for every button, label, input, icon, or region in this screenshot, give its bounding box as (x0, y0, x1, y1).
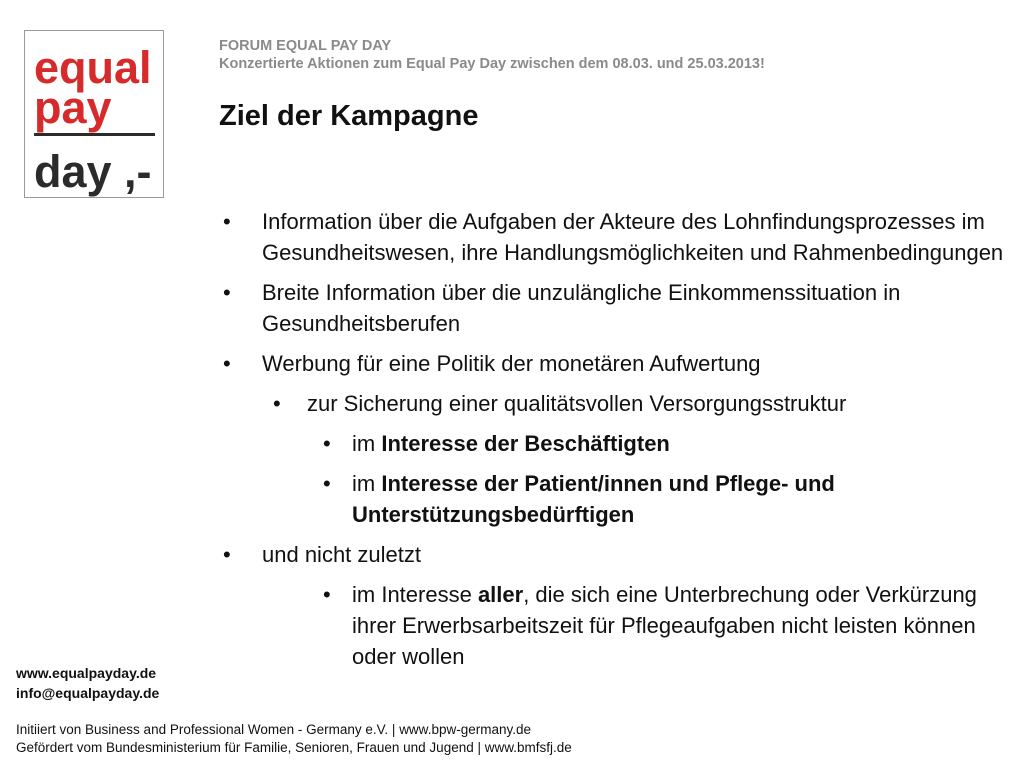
text-bold: aller (477, 582, 524, 607)
bullet-symbol: • (223, 280, 231, 305)
list-item-text (352, 579, 1009, 672)
text-bold: Interesse der Beschäftigten (381, 431, 670, 456)
text-bold: Interesse der Patient/innen und Pflege- und Unterstützungsbedürftigen (352, 471, 835, 527)
bullet-symbol: • (273, 391, 281, 416)
logo-word-day: day ,- (34, 146, 152, 197)
bullet-symbol: • (323, 431, 331, 456)
bullet-symbol: • (223, 209, 231, 234)
list-item-text: und nicht zuletzt (262, 542, 421, 567)
bullet-symbol: • (323, 471, 331, 496)
list-item (219, 428, 1009, 459)
text-regular: im Interesse (352, 582, 478, 607)
text-regular: im (352, 431, 382, 456)
website-link[interactable]: www.equalpayday.de (16, 665, 157, 681)
header (219, 37, 765, 73)
text-regular: , die sich eine Unterbrechung oder Verkürzung ihrer Erwerbsarbeitszeit für Pflegeaufgaben nicht leisten können oder wollen (352, 582, 977, 669)
bullet-symbol: • (223, 542, 231, 567)
contact-block (16, 663, 159, 703)
bullet-symbol: • (323, 582, 331, 607)
list-item-text: zur Sicherung einer qualitätsvollen Versorgungsstruktur (307, 391, 847, 416)
list-item-text (352, 468, 1009, 530)
list-item-text: Breite Information über die unzulängliche Einkommenssituation in Gesundheitsberufen (262, 280, 901, 336)
logo-word-pay: pay (34, 82, 112, 133)
header-subtitle: Konzertierte Aktionen zum Equal Pay Day zwischen dem 08.03. und 25.03.2013! (219, 56, 765, 72)
email-link[interactable]: info@equalpayday.de (16, 685, 160, 701)
list-item (219, 348, 1009, 379)
page-title: Ziel der Kampagne (219, 100, 479, 132)
header-org: FORUM EQUAL PAY DAY (219, 38, 392, 54)
bullet-symbol: • (223, 351, 231, 376)
list-item-text: Information über die Aufgaben der Akteure des Lohnfindungsprozesses im Gesundheitswesen, ihre Handlungsmöglichkeiten und Rahmenbedingungen (262, 209, 1004, 265)
footer-line-initiated: Initiiert von Business and Professional Women - Germany e.V. | www.bpw-germany.de (16, 722, 531, 737)
logo-graphic (25, 31, 163, 197)
logo-divider (34, 133, 155, 136)
list-item (219, 206, 1009, 268)
list-item (219, 468, 1009, 530)
bullet-list (219, 206, 1009, 681)
list-item (219, 539, 1009, 570)
list-item-text: Werbung für eine Politik der monetären Aufwertung (262, 351, 761, 376)
list-item-text (352, 428, 1009, 459)
list-item (219, 277, 1009, 339)
list-item (219, 579, 1009, 672)
equal-pay-day-logo (24, 30, 164, 198)
logo-word-equal: equal (34, 42, 152, 93)
list-item (219, 388, 1009, 419)
footer (16, 721, 572, 757)
text-regular: im (352, 471, 382, 496)
footer-line-funded: Gefördert vom Bundesministerium für Familie, Senioren, Frauen und Jugend | www.bmfsfj.de (16, 740, 572, 755)
